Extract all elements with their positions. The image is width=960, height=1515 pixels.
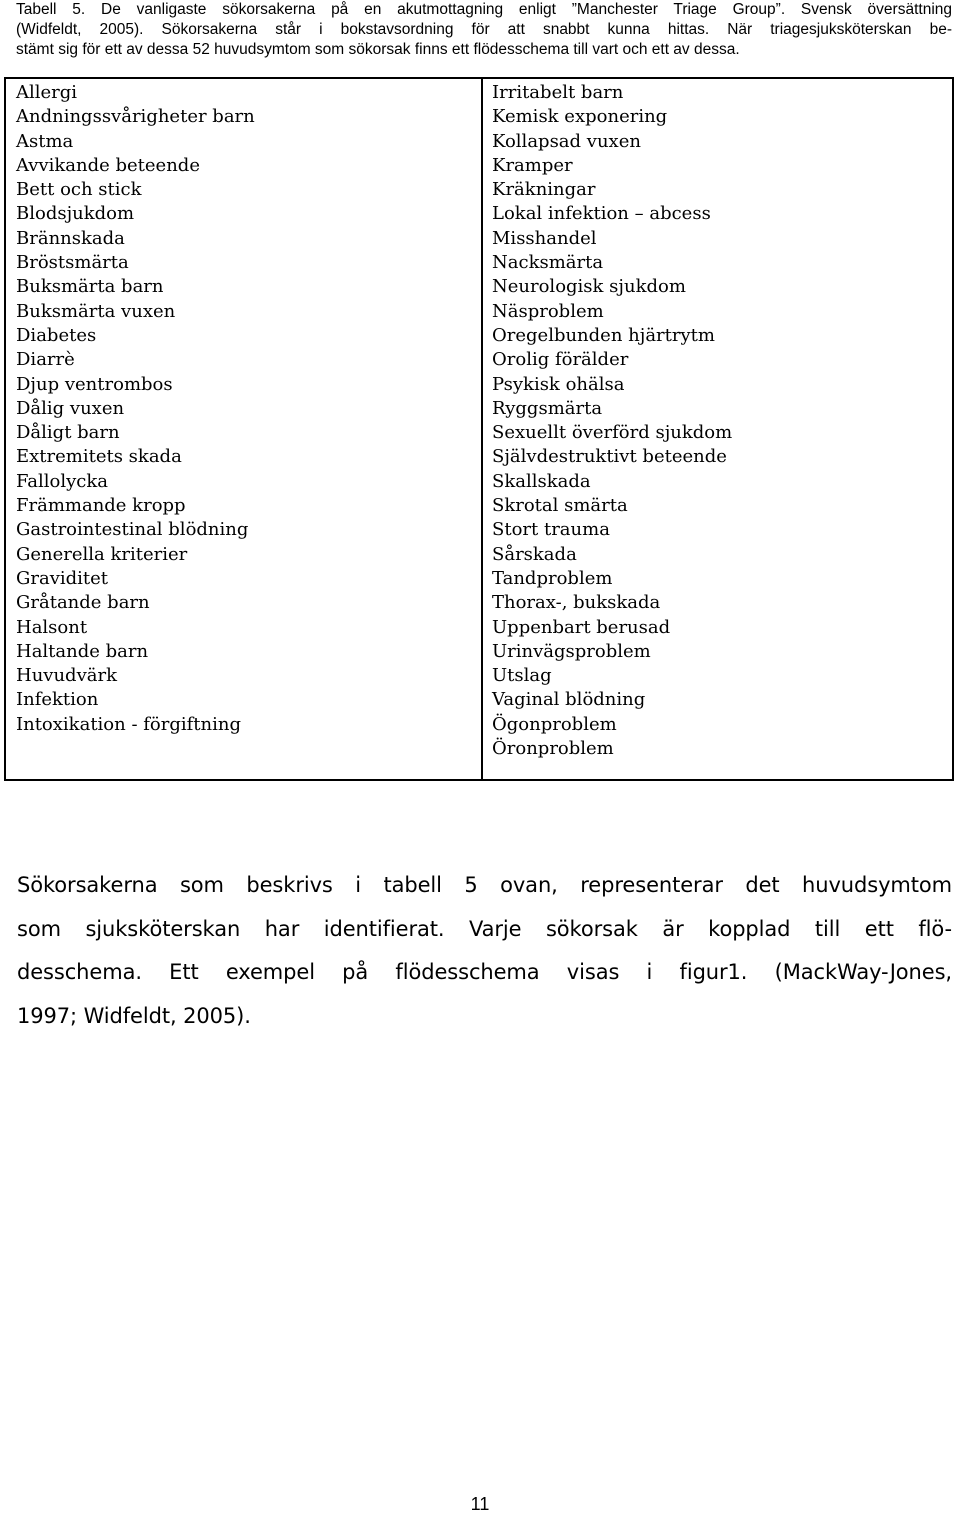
left-column-item: Dålig vuxen [16, 397, 125, 419]
right-column-item: Kräkningar [492, 179, 596, 201]
right-column-item: Ryggsmärta [492, 397, 603, 419]
left-column-item: Gastrointestinal blödning [16, 519, 249, 541]
right-column-item: Näsproblem [492, 300, 604, 322]
body-line-4: 1997; Widfeldt, 2005). [17, 1003, 251, 1028]
right-column-item: Tandproblem [492, 567, 613, 589]
left-column-list [16, 81, 255, 737]
left-column-item: Brännskada [16, 227, 125, 249]
right-column-item: Nacksmärta [492, 252, 604, 274]
right-column-item: Sexuellt överförd sjukdom [492, 422, 733, 444]
right-column-item: Uppenbart berusad [492, 616, 671, 638]
right-column-item: Öronproblem [492, 738, 614, 760]
body-paragraph [17, 864, 952, 1038]
left-column-item: Allergi [16, 82, 78, 103]
left-column-item: Blodsjukdom [16, 203, 135, 225]
left-column-item: Buksmärta vuxen [16, 300, 176, 322]
right-column-list [492, 81, 732, 761]
right-column-item: Självdestruktivt beteende [492, 446, 727, 468]
caption-line-2: (Widfeldt, 2005). Sökorsakerna står i bokstavsordning för att snabbt kunna hittas. När triagesjuksköterskan be- [16, 21, 952, 38]
left-column-item: Gråtande barn [16, 592, 150, 614]
right-column-item: Oregelbunden hjärtrytm [492, 324, 715, 346]
right-column-item: Thorax-, bukskada [492, 592, 661, 614]
right-column-item: Utslag [492, 665, 552, 687]
left-column-item: Infektion [16, 689, 99, 711]
column-divider [481, 79, 483, 779]
table-caption [16, 0, 952, 60]
right-column-item: Urinvägsproblem [492, 640, 651, 662]
right-column-item: Sårskada [492, 543, 577, 565]
left-column-item: Graviditet [16, 567, 109, 589]
right-column-item: Kramper [492, 154, 573, 176]
left-column-item: Generella kriterier [16, 543, 188, 565]
left-column-item: Avvikande beteende [16, 154, 200, 176]
left-column-item: Halsont [16, 616, 88, 638]
right-column-item: Vaginal blödning [492, 689, 646, 711]
left-column-item: Bröstsmärta [16, 252, 129, 274]
caption-line-1: Tabell 5. De vanligaste sökorsakerna på en akutmottagning enligt ”Manchester Triage Group”. Svensk översättning [16, 1, 952, 18]
right-column-item: Misshandel [492, 227, 597, 249]
right-column-item: Kemisk exponering [492, 106, 668, 128]
body-line-2: som sjuksköterskan har identifierat. Varje sökorsak är kopplad till ett flö- [17, 916, 952, 941]
right-column-item: Orolig förälder [492, 349, 629, 371]
left-column-item: Intoxikation - förgiftning [16, 713, 242, 735]
page-number: 11 [470, 1494, 490, 1514]
right-column-item: Skallskada [492, 470, 591, 492]
left-column-item: Buksmärta barn [16, 276, 164, 298]
left-column-item: Dåligt barn [16, 422, 120, 444]
caption-line-3: stämt sig för ett av dessa 52 huvudsymtom som sökorsak finns ett flödesschema till vart och ett av dessa. [16, 41, 740, 58]
left-column-item: Huvudvärk [16, 665, 117, 687]
right-column-item: Ögonproblem [492, 713, 617, 735]
left-column-item: Främmande kropp [16, 495, 186, 517]
left-column-item: Astma [16, 130, 74, 152]
right-column-item: Skrotal smärta [492, 495, 628, 517]
left-column-item: Bett och stick [16, 179, 142, 201]
right-column-item: Psykisk ohälsa [492, 373, 625, 395]
left-column-item: Andningssvårigheter barn [16, 106, 255, 128]
right-column-item: Lokal infektion – abcess [492, 203, 711, 225]
left-column-item: Extremitets skada [16, 446, 182, 468]
right-column-item: Stort trauma [492, 519, 610, 541]
right-column-item: Neurologisk sjukdom [492, 276, 686, 298]
body-line-1: Sökorsakerna som beskrivs i tabell 5 ovan, representerar det huvudsymtom [17, 873, 952, 897]
left-column-item: Haltande barn [16, 640, 149, 662]
search-reasons-table [4, 77, 954, 781]
left-column-item: Diarrè [16, 349, 75, 371]
left-column-item: Fallolycka [16, 470, 108, 492]
left-column-item: Djup ventrombos [16, 373, 173, 395]
body-line-3: desschema. Ett exempel på flödesschema visas i figur1. (MackWay-Jones, [17, 960, 952, 984]
right-column-item: Irritabelt barn [492, 82, 624, 103]
left-column-item: Diabetes [16, 324, 97, 346]
right-column-item: Kollapsad vuxen [492, 130, 641, 152]
